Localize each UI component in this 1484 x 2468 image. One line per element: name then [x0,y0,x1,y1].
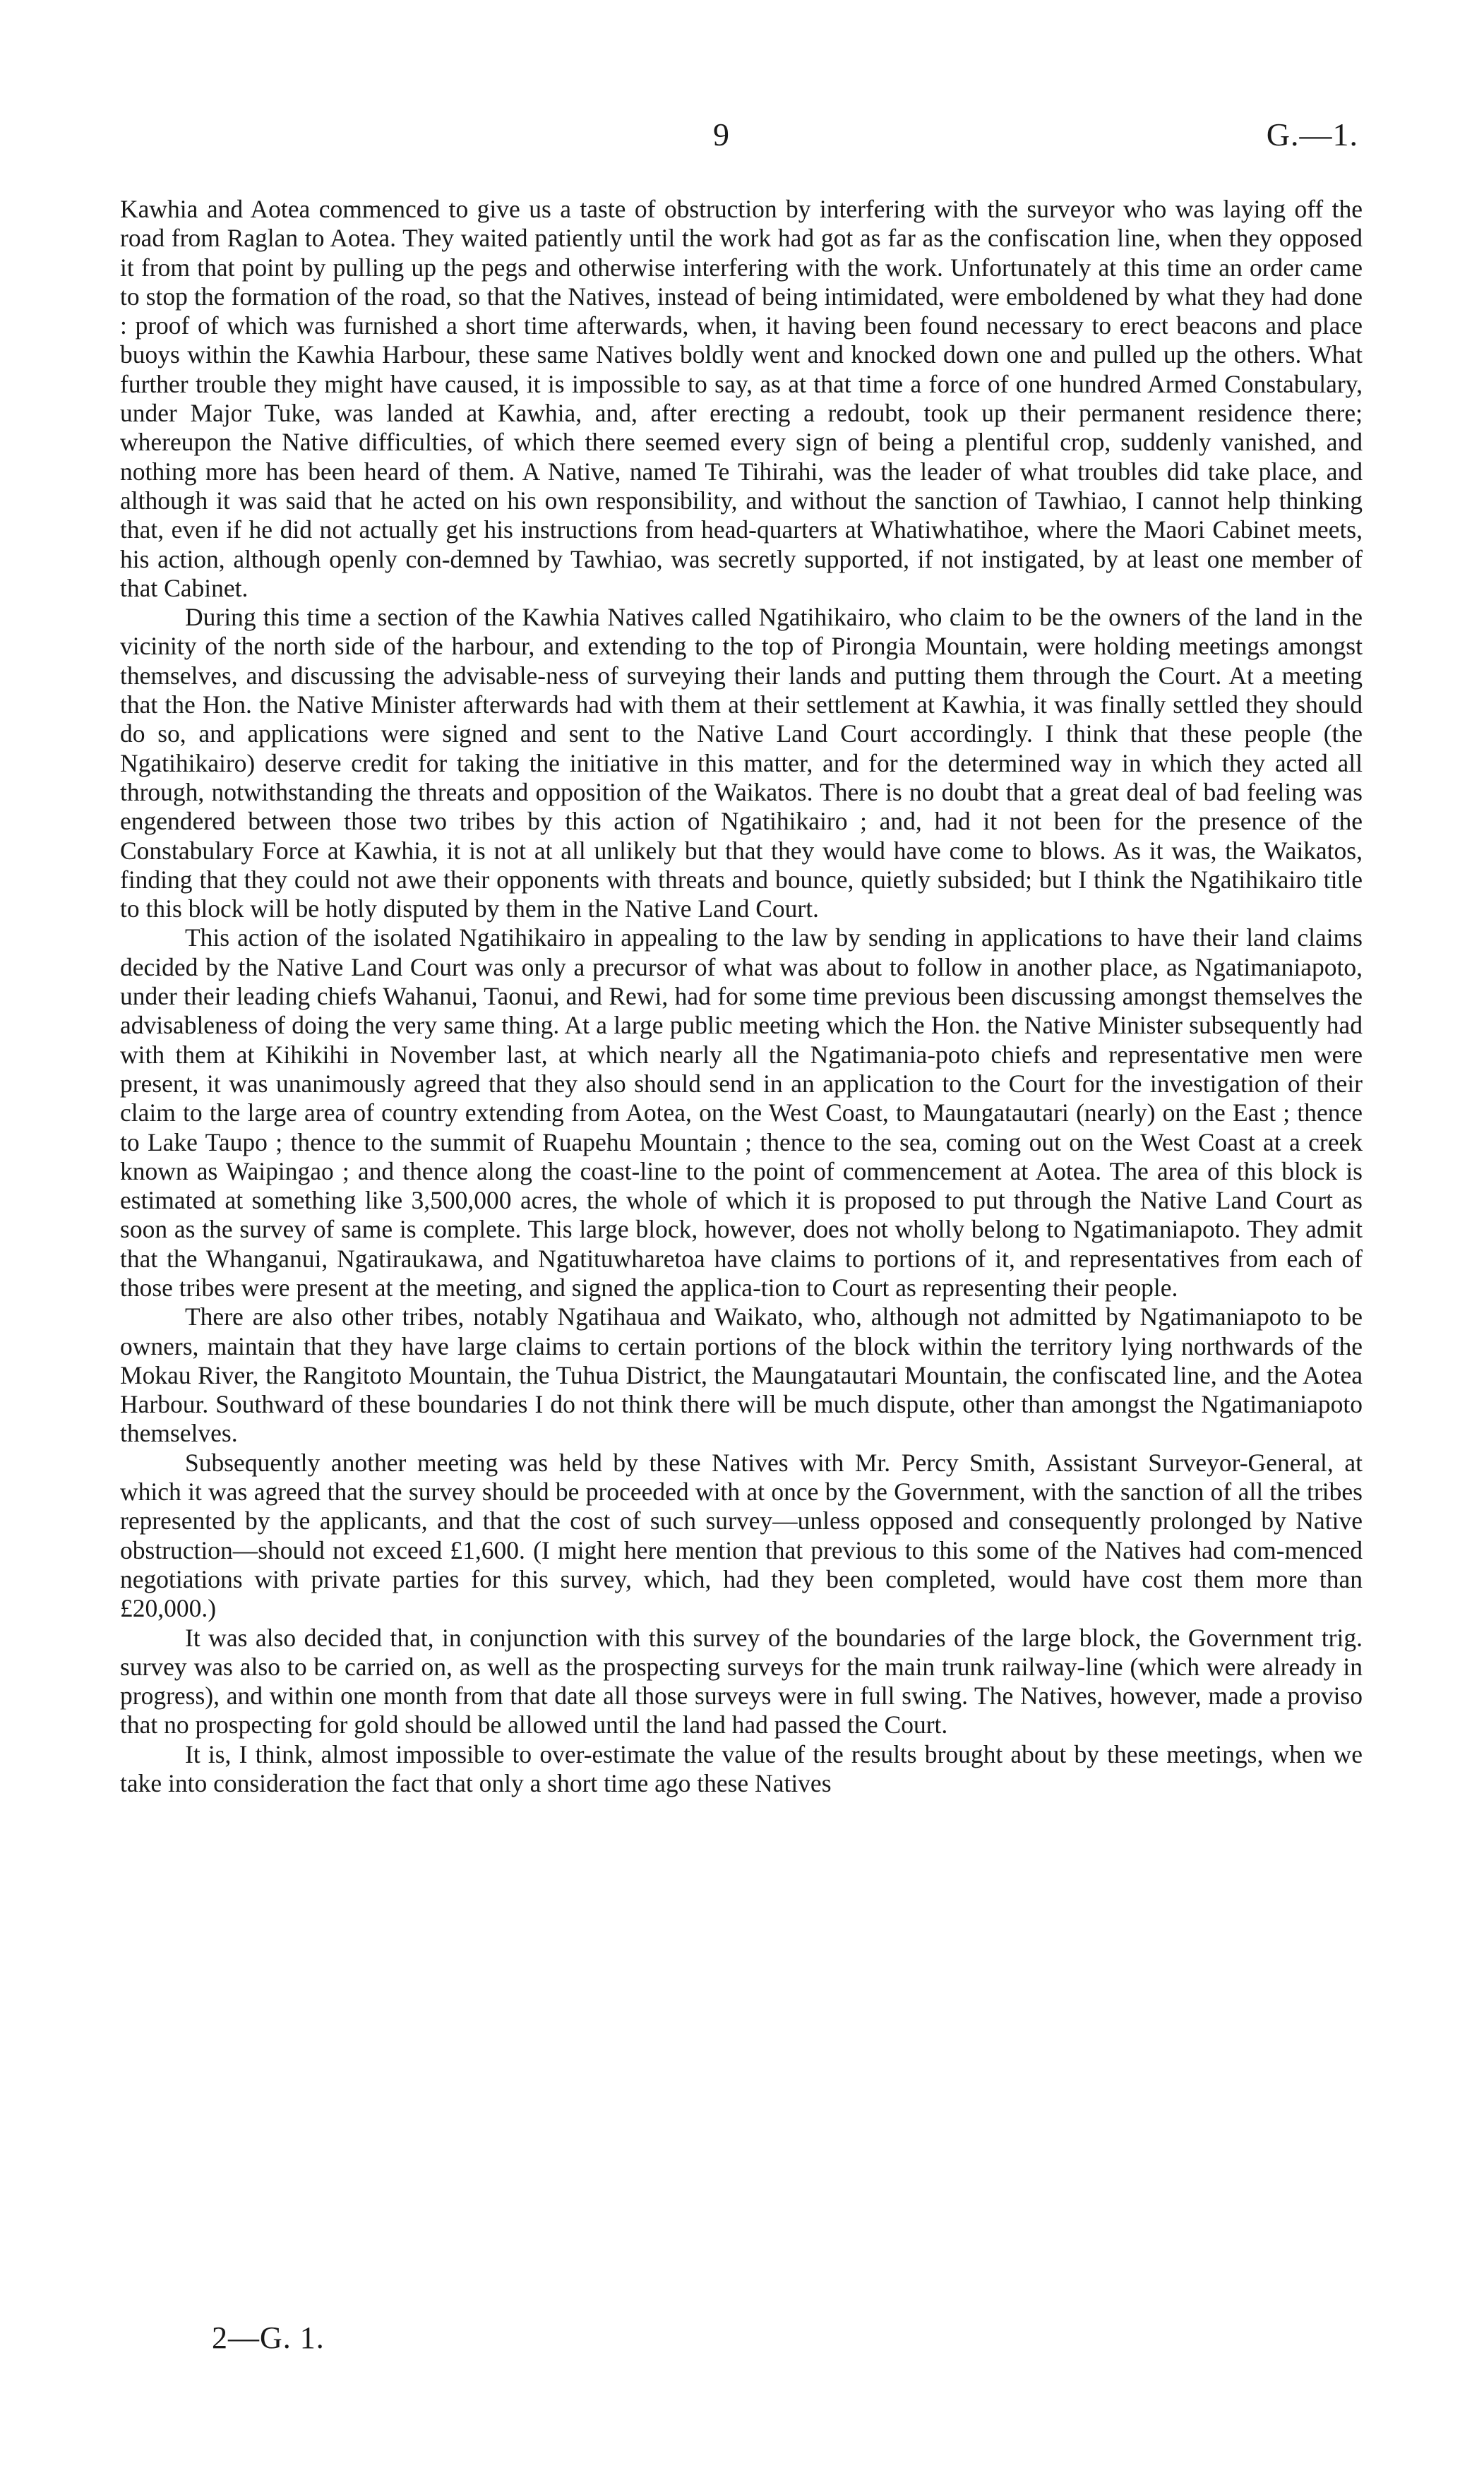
paragraph-1: Kawhia and Aotea commenced to give us a taste of obstruction by interfering with the surveyor who was laying off the road from Raglan to Aotea. They waited patiently until the work had got as far as the confiscation line, when they opposed it from that point by pulling up the pegs and otherwise interfering with the work. Unfortunately at this time an order came to stop the formation of the road, so that the Natives, instead of being intimidated, were emboldened by what they had done : proof of which was furnished a short time afterwards, when, it having been found necessary to erect beacons and place buoys within the Kawhia Harbour, these same Natives boldly went and knocked down one and pulled up the others. What further trouble they might have caused, it is impossible to say, as at that time a force of one hundred Armed Constabulary, under Major Tuke, was landed at Kawhia, and, after erecting a redoubt, took up their permanent residence there; whereupon the Native difficulties, of which there seemed every sign of being a plentiful crop, suddenly vanished, and nothing more has been heard of them. A Native, named Te Tihirahi, was the leader of what troubles did take place, and although it was said that he acted on his own responsibility, and without the sanction of Tawhiao, I cannot help thinking that, even if he did not actually get his instructions from head-quarters at Whatiwhatihoe, where the Maori Cabinet meets, his action, although openly con-demned by Tawhiao, was secretly supported, if not instigated, by at least one member of that Cabinet. [120,195,1363,602]
paragraph-5: Subsequently another meeting was held by these Natives with Mr. Percy Smith, Assistant Surveyor-General, at which it was agreed that the survey should be proceeded with at once by the Government, with the sanction of all the tribes represented by the applicants, and that the cost of such survey—unless opposed and consequently prolonged by Native obstruction—should not exceed £1,600. (I might here mention that previous to this some of the Natives had com-menced negotiations with private parties for this survey, which, had they been completed, would have cost them more than £20,000.) [120,1448,1363,1623]
document-code: G.—1. [1266,116,1358,152]
paragraph-7: It is, I think, almost impossible to over-estimate the value of the results brought about by these meetings, when we take into consideration the fact that only a short time ago these Natives [120,1739,1363,1798]
paragraph-4: There are also other tribes, notably Ngatihaua and Waikato, who, although not admitted by Ngatimaniapoto to be owners, maintain that they have large claims to certain portions of the block within the territory lying northwards of the Mokau River, the Rangitoto Mountain, the Tuhua District, the Maungatautari Mountain, the confiscated line, and the Aotea Harbour. Southward of these boundaries I do not think there will be much dispute, other than amongst the Ngatimaniapoto themselves. [120,1302,1363,1448]
paragraph-2: During this time a section of the Kawhia Natives called Ngatihikairo, who claim to be the owners of the land in the vicinity of the north side of the harbour, and extending to the top of Pirongia Mountain, were holding meetings amongst themselves, and discussing the advisable-ness of surveying their lands and putting them through the Court. At a meeting that the Hon. the Native Minister afterwards had with them at their settlement at Kawhia, it was finally settled they should do so, and applications were signed and sent to the Native Land Court accordingly. I think that these people (the Ngatihikairo) deserve credit for taking the initiative in this matter, and for the determined way in which they acted all through, notwithstanding the threats and opposition of the Waikatos. There is no doubt that a great deal of bad feeling was engendered between those two tribes by this action of Ngatihikairo ; and, had it not been for the presence of the Constabulary Force at Kawhia, it is not at all unlikely but that they would have come to blows. As it was, the Waikatos, finding that they could not awe their opponents with threats and bounce, quietly subsided; but I think the Ngatihikairo title to this block will be hotly disputed by them in the Native Land Court. [120,603,1363,923]
body-text [120,195,1363,1798]
paragraph-3: This action of the isolated Ngatihikairo in appealing to the law by sending in applications to have their land claims decided by the Native Land Court was only a precursor of what was about to follow in another place, as Ngatimaniapoto, under their leading chiefs Wahanui, Taonui, and Rewi, had for some time previous been discussing amongst themselves the advisableness of doing the very same thing. At a large public meeting which the Hon. the Native Minister subsequently had with them at Kihikihi in November last, at which nearly all the Ngatimania-poto chiefs and representative men were present, it was unanimously agreed that they also should send in an application to the Court for the investigation of their claim to the large area of country extending from Aotea, on the West Coast, to Maungatautari (nearly) on the East ; thence to Lake Taupo ; thence to the summit of Ruapehu Mountain ; thence to the sea, coming out on the West Coast at a creek known as Waipingao ; and thence along the coast-line to the point of commencement at Aotea. The area of this block is estimated at something like 3,500,000 acres, the whole of which it is proposed to put through the Native Land Court as soon as the survey of same is complete. This large block, however, does not wholly belong to Ngatimaniapoto. They admit that the Whanganui, Ngatiraukawa, and Ngatituwharetoa have claims to portions of it, and representatives from each of those tribes were present at the meeting, and signed the applica-tion to Court as representing their people. [120,923,1363,1302]
paragraph-6: It was also decided that, in conjunction with this survey of the boundaries of the large block, the Government trig. survey was also to be carried on, as well as the prospecting surveys for the main trunk railway-line (which were already in progress), and within one month from that date all those surveys were in full swing. The Natives, however, made a proviso that no prospecting for gold should be allowed until the land had passed the Court. [120,1623,1363,1739]
page-number: 9 [713,116,729,152]
footer-signature: 2—G. 1. [212,2320,325,2355]
